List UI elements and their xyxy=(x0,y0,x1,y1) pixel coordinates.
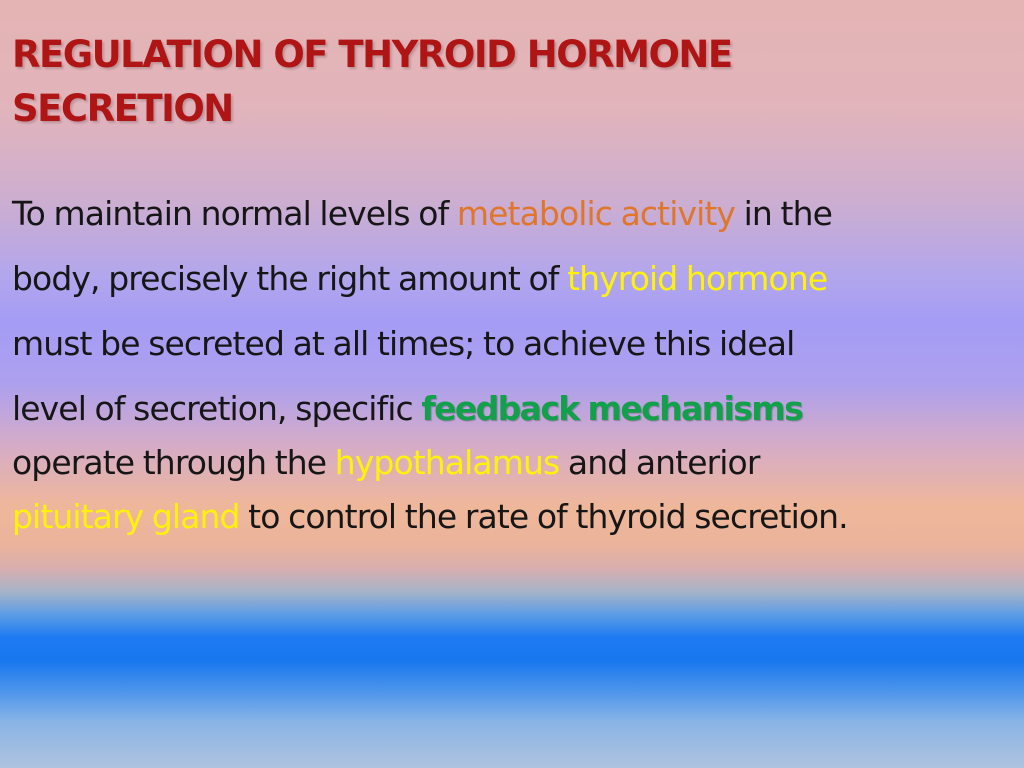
slide-title-line-1: REGULATION OF THYROID HORMONE xyxy=(12,33,732,76)
paragraph-line-6 xyxy=(12,490,1017,544)
paragraph-text: To maintain normal levels of xyxy=(12,194,457,233)
paragraph-line-1 xyxy=(12,187,1017,252)
paragraph-line-3 xyxy=(12,317,1017,382)
paragraph-text: operate through the xyxy=(12,443,335,482)
paragraph-line-4 xyxy=(12,382,1017,436)
paragraph-text: in the xyxy=(735,194,832,233)
slide-title xyxy=(12,28,1002,136)
highlight-hypothalamus: hypothalamus xyxy=(334,443,560,482)
paragraph-text: body, precisely the right amount of xyxy=(12,259,568,298)
paragraph-text: to control the rate of thyroid secretion. xyxy=(239,497,848,536)
highlight-thyroid-hormone: thyroid hormone xyxy=(567,259,828,298)
paragraph-line-2 xyxy=(12,252,1017,317)
paragraph-text: level of secretion, specific xyxy=(12,389,422,428)
slide-paragraph xyxy=(12,187,1017,544)
paragraph-text: and anterior xyxy=(559,443,760,482)
highlight-pituitary-gland: pituitary gland xyxy=(12,497,240,536)
highlight-feedback-mechanisms: feedback mechanisms xyxy=(421,389,803,428)
paragraph-text: must be secreted at all times; to achieve this ideal xyxy=(12,324,795,363)
slide-title-line-2: SECRETION xyxy=(12,87,233,130)
highlight-metabolic-activity: metabolic activity xyxy=(456,194,736,233)
paragraph-line-5 xyxy=(12,436,1017,490)
